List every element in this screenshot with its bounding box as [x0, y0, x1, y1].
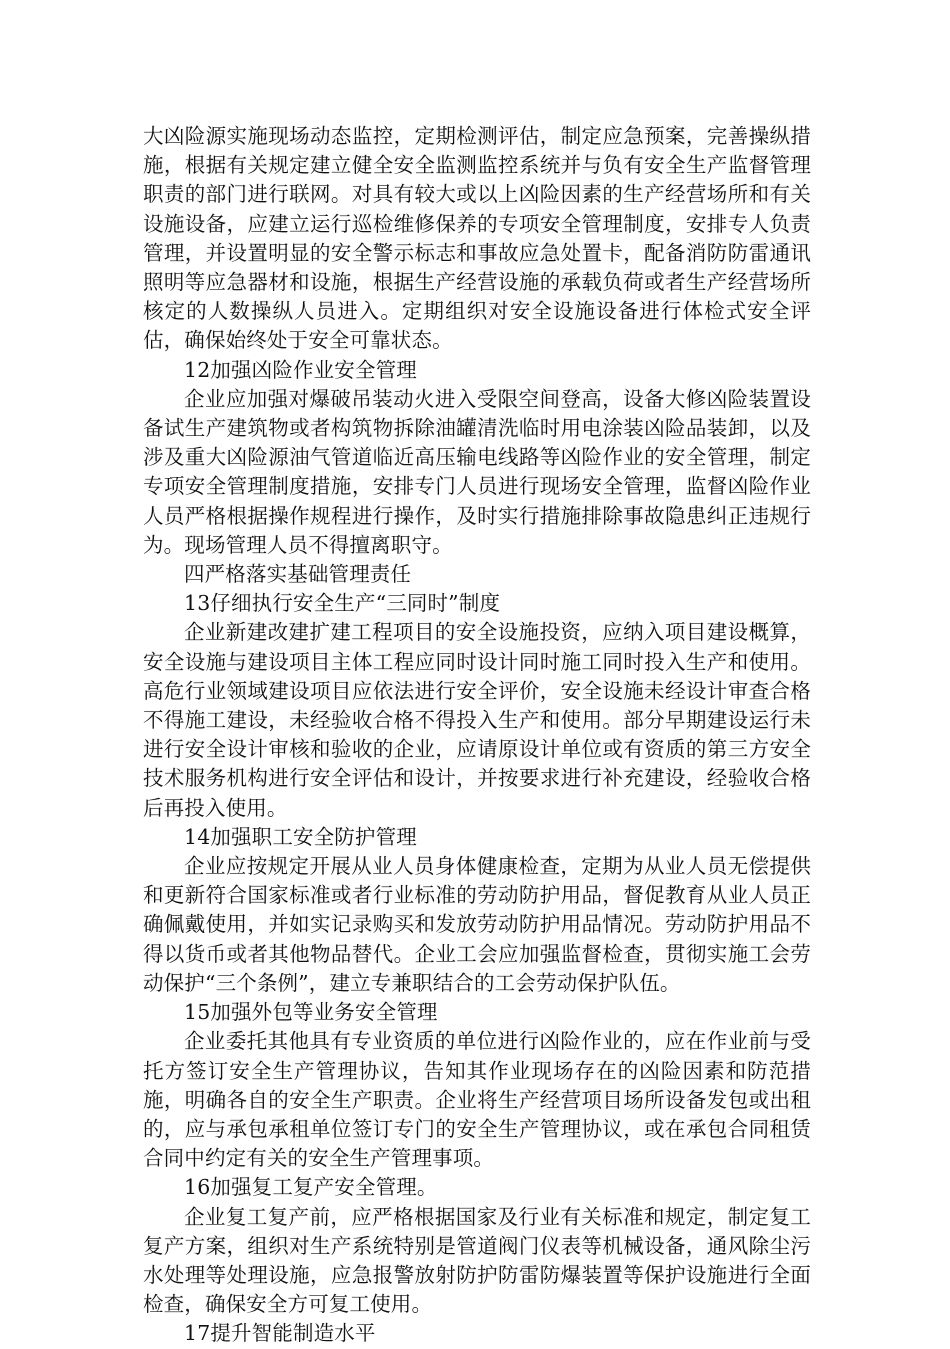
paragraph-outsourcing: 企业委托其他具有专业资质的单位进行凶险作业的，应在作业前与受托方签订安全生产管理协议，告知其作业现场存在的凶险因素和防范措施，明确各自的安全生产职责。企业将生产经营项目场所设备发包或出租的，应与承包承租单位签订专门的安全生产管理协议，或在承包合同租赁合同中约定有关的安全生产管理事项。 [143, 1029, 811, 1171]
section-heading-15: 15加强外包等业务安全管理 [184, 1000, 438, 1025]
paragraph-three-simultaneous: 企业新建改建扩建工程项目的安全设施投资，应纳入项目建设概算，安全设施与建设项目主体工程应同时设计同时施工同时投入生产和使用。高危行业领域建设项目应依法进行安全评价，安全设施未经设计审查合格不得施工建设，未经验收合格不得投入生产和使用。部分早期建设运行未进行安全设计审核和验收的企业，应请原设计单位或有资质的第三方安全技术服务机构进行安全评估和设计，并按要求进行补充建设，经验收合格后再投入使用。 [143, 620, 811, 820]
section-heading-14: 14加强职工安全防护管理 [184, 824, 417, 849]
document-body [143, 122, 811, 1349]
paragraph-hazardous-operations: 企业应加强对爆破吊装动火进入受限空间登高，设备大修凶险装置设备试生产建筑物或者构筑物拆除油罐清洗临时用电涂装凶险品装卸，以及涉及重大凶险源油气管道临近高压输电线路等凶险作业的安全管理，制定专项安全管理制度措施，安排专门人员进行现场安全管理，监督凶险作业人员严格根据操作规程进行操作，及时实行措施排除事故隐患纠正违规行为。现场管理人员不得擅离职守。 [143, 386, 811, 557]
paragraph-continuation: 大凶险源实施现场动态监控，定期检测评估，制定应急预案，完善操纵措施，根据有关规定建立健全安全监测监控系统并与负有安全生产监督管理职责的部门进行联网。对具有较大或以上凶险因素的生产经营场所和有关设施设备，应建立运行巡检维修保养的专项安全管理制度，安排专人负责管理，并设置明显的安全警示标志和事故应急处置卡，配备消防防雷通讯照明等应急器材和设施，根据生产经营设施的承载负荷或者生产经营场所核定的人数操纵人员进入。定期组织对安全设施设备进行体检式安全评估，确保始终处于安全可靠状态。 [143, 124, 811, 353]
chapter-heading-4: 四严格落实基础管理责任 [184, 562, 412, 587]
section-heading-12: 12加强凶险作业安全管理 [184, 357, 417, 382]
section-heading-13: 13仔细执行安全生产“三同时”制度 [184, 591, 501, 616]
section-heading-17: 17提升智能制造水平 [184, 1321, 376, 1346]
paragraph-resumption: 企业复工复产前，应严格根据国家及行业有关标准和规定，制定复工复产方案，组织对生产系统特别是管道阀门仪表等机械设备，通风除尘污水处理等处理设施，应急报警放射防护防雷防爆装置等保护设施进行全面检查，确保安全方可复工使用。 [143, 1204, 811, 1317]
paragraph-worker-protection: 企业应按规定开展从业人员身体健康检查，定期为从业人员无偿提供和更新符合国家标准或者行业标准的劳动防护用品，督促教育从业人员正确佩戴使用，并如实记录购买和发放劳动防护用品情况。劳动防护用品不得以货币或者其他物品替代。企业工会应加强监督检查，贯彻实施工会劳动保护“三个条例”，建立专兼职结合的工会劳动保护队伍。 [143, 854, 811, 995]
section-heading-16: 16加强复工复产安全管理。 [184, 1175, 438, 1200]
